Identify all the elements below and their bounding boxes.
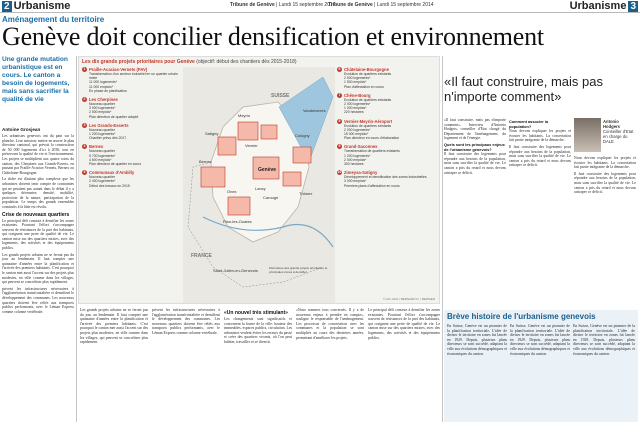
sidebar-column-1 (447, 324, 507, 420)
projects-map (78, 56, 440, 304)
project-detail-line: Nouveau quartier (89, 175, 116, 180)
article-kicker: Aménagement du territoire (2, 15, 105, 24)
project-name: Vernier-Meyrin-Aéroport (344, 118, 393, 124)
project-detail-line: 1 200 logements* (89, 132, 116, 137)
project-name: Châtelaine-Bourgogne (344, 67, 389, 72)
page-header (0, 0, 640, 13)
place-label-meyrin: Meyrin (238, 113, 251, 118)
right-date: Lundi 15 septembre 2014 (376, 2, 434, 8)
project-detail-line: 3 000 emplois* (344, 179, 367, 184)
map-zone-zimeysa (218, 137, 236, 155)
sidebar-title: Brève histoire de l'urbanisme genevois (447, 312, 596, 321)
project-detail-line: 2 000 logements* (344, 127, 371, 132)
col6-paragraph: Le principal défi consiste à densifier les zones existantes. Pourtant l'effort s'accompagne souvent de résistances de la part des habitants, qui craignent une perte de qualité de vie. Le canton mise sur des quartiers mixtes, avec des logements, des activités et des équipements publics. (368, 308, 440, 340)
left-date: Lundi 15 septembre 2014 (278, 2, 336, 8)
project-detail-line: 220 hectares (344, 110, 364, 115)
col5-paragraph: «Nous sommes tous concernés. Il y a de nouveaux enjeux à prendre en compte», souligne le responsable de l'aménagement. Les processus de concertation avec les communes et la population se sont multipliés au cours des dernières années, permettant d'améliorer les projets. (296, 308, 364, 340)
country-label-suisse: SUISSE (271, 93, 290, 99)
article-column-2 (80, 308, 148, 423)
project-detail-line: Nouveau quartier (89, 149, 116, 154)
project-detail-line: 11 000 emplois* (89, 84, 114, 89)
subhead-2: «Un nouvel très stimulant» (224, 310, 288, 316)
project-detail-line: Evolution de quartiers existants (344, 72, 392, 76)
interview-answer-3b: Il faut construire des logements pour répondre aux besoins de la population, mais sans sacrifier la qualité de vie. Le canton a pris du retard et nous devons rattraper ce déficit. (574, 171, 636, 195)
map-zone-cherpines (228, 197, 250, 215)
left-section-label: Urbanisme (13, 0, 71, 12)
sidebar-text-1: En Suisse, Genève est un pionnier de la planification territoriale. L'idée de diviser le territoire en zones fut lancée en 1929. Depuis, plusieurs plans directeurs se sont succédé, adaptant la ville aux évolutions démographiques et économiques du canton. (447, 324, 507, 356)
project-number-badge: 6 (338, 67, 341, 71)
interview-answer-2: Nous devons expliquer les projets et écouter les habitants. La concertation fait partie intégrante de la démarche. (509, 129, 571, 143)
project-detail-line: 1 000 emplois* (344, 106, 367, 111)
interview-intro: «Il faut construire, mais pas n'importe comment». Interview d'Antonio Hodgers, conseiller d'Etat chargé du Département de l'aménagement, du logement et de l'énergie. (444, 118, 506, 141)
project-number-badge: 1 (83, 67, 86, 71)
project-item (82, 97, 182, 119)
sidebar-column-2 (510, 324, 570, 420)
project-detail-line: 3 000 logements* (89, 106, 116, 111)
map-legend: Périmètres des grands projets prioritaires et principales zones à densifier (269, 266, 328, 274)
project-detail-line: Nouveau quartier (89, 102, 116, 107)
projects-list-right (337, 67, 439, 192)
map-zone-grands-esserts (293, 147, 311, 163)
project-detail-line: Chantier prévu dès 2017 (89, 136, 127, 141)
project-item (82, 144, 182, 166)
project-detail-line: 2 500 emplois* (89, 110, 112, 115)
country-label-france: FRANCE (191, 253, 212, 259)
right-paper-name: Tribune de Genève (328, 2, 373, 8)
project-item (337, 119, 439, 141)
project-name: Les Cherpines (89, 97, 118, 103)
right-header-info: Tribune de Genève | Lundi 15 septembre 2014 (328, 2, 434, 8)
project-name: Praille-Acacias-Vernets (PAV) (89, 67, 148, 72)
place-label-lancy: Lancy (255, 186, 266, 191)
article-column-6 (368, 308, 440, 423)
project-name: Chêne-Bourg (344, 92, 371, 98)
place-label-vernier: Vernier (245, 143, 258, 148)
project-name: Grand-Saconnex (344, 144, 378, 150)
project-number-badge: 9 (338, 144, 341, 149)
project-item (82, 123, 182, 141)
project-item (337, 93, 439, 115)
project-detail-line: Plan directeur en cours d'élaboration (344, 136, 400, 141)
project-detail-line: En phase de planification (89, 88, 127, 93)
project-detail-line: 15 000 emplois* (344, 132, 369, 137)
left-header-info: Tribune de Genève | Lundi 15 septembre 2014 (230, 2, 336, 8)
project-number-badge: 3 (83, 122, 86, 127)
project-detail-line: Plan d'affectation en cours (344, 84, 384, 89)
project-number-badge: 8 (338, 118, 341, 123)
project-detail-line: Evolution de quartiers existants (344, 123, 392, 128)
place-label-geneve: Genève (258, 167, 277, 173)
project-detail-line: Transformation d'un secteur industriel en un quartier urbain mixte (89, 72, 178, 81)
project-detail-line: Début des travaux en 2015 (89, 183, 130, 188)
project-detail-line: 2 000 logements* (344, 76, 371, 81)
map-zone-vernier-meyrin (238, 122, 258, 140)
portrait-caption (603, 119, 636, 144)
body-paragraph-3: Le principal défi consiste à densifier les zones existantes. Pourtant l'effort s'accompagne souvent de résistances de la part des habitants, qui craignent une perte de qualité de vie. Le canton mise sur des quartiers mixtes, avec des logements, des activités et des équipements publics. (2, 218, 74, 251)
map-title-text: Les dix grands projets prioritaires pour Genève (82, 59, 195, 65)
sidebar-text-3: En Suisse, Genève est un pionnier de la planification territoriale. L'idée de diviser le territoire en zones fut lancée en 1929. Depuis, plusieurs plans directeurs se sont succédé, adaptant la ville aux évolutions démographiques et économiques du canton. (573, 324, 635, 356)
interview-answer-2b: Il faut construire des logements pour répondre aux besoins de la population, mais sans sacrifier la qualité de vie. Le canton a pris du retard et nous devons rattraper ce déficit. (509, 144, 571, 168)
portrait-role: Conseiller d'Etat en charge du DALE (603, 129, 634, 144)
column-divider-left (76, 56, 77, 422)
body-paragraph-3c: privent les infrastructures nécessaires à l'agglomération transfrontalière et densifient le développement des communes. Les nouveaux quartiers doivent être reliés aux transports publics performants, avec le Léman Express comme colonne vertébrale. (2, 286, 74, 314)
pull-quote: «Il faut construire, mais pas n'importe comment» (444, 74, 603, 104)
place-label-onex: Onex (227, 189, 237, 194)
project-detail-line: Plan directeur de quartier adopté (89, 114, 139, 119)
project-name: Zimeysa-Satigny (344, 170, 378, 176)
place-label-vandoeuvres: Vandœuvres (303, 108, 326, 113)
byline: Antoine Grosjean (2, 127, 41, 132)
right-section-label: Urbanisme (569, 0, 627, 12)
project-detail-line: Evolution de quartiers existants (344, 97, 392, 102)
left-section-title (2, 0, 70, 12)
map-zone-grand-saconnex (261, 125, 277, 139)
place-label-bernex: Bernex (199, 159, 212, 164)
col3-paragraph: privent les infrastructures nécessaires à l'agglomération transfrontalière et densifient le développement des communes. Les nouveaux quartiers doivent être reliés aux transports publics performants, avec le Léman Express comme colonne vertébrale. (152, 308, 220, 335)
interview-answer-3: Nous devons expliquer les projets et écouter les habitants. La concertation fait partie intégrante de la démarche. (574, 156, 636, 170)
interview-column-2 (509, 118, 571, 308)
project-detail-line: 300 hectares (344, 162, 364, 167)
map-subtitle: (objectif: début des chantiers dès 2015-2018) (196, 59, 297, 65)
sidebar-text-2: En Suisse, Genève est un pionnier de la planification territoriale. L'idée de diviser le territoire en zones fut lancée en 1929. Depuis, plusieurs plans directeurs se sont succédé, adaptant la ville aux évolutions démographiques et économiques du canton. (510, 324, 570, 356)
interview-question-1: Quels sont les principaux enjeux de l'urbanisme genevois? (444, 141, 505, 152)
project-number-badge: 5 (83, 170, 86, 175)
interview-column-1 (444, 118, 506, 308)
project-item (337, 144, 439, 166)
project-number-badge: 2 (83, 97, 86, 102)
column-divider-right (442, 56, 443, 422)
place-label-carouge: Carouge (263, 195, 279, 200)
article-column-1 (2, 134, 74, 423)
col2-paragraph: Les grands projets urbains ne se feront pas du jour au lendemain. Il faut compter une quinzaine d'années entre la planification et l'arrivée des premiers habitants. C'est pourquoi le canton met aussi l'accent sur des projets plus modestes, en ville comme dans les villages, qui peuvent se concrétiser plus rapidement. (80, 308, 148, 345)
project-detail-line: 11 000 logements* (89, 80, 118, 85)
interview-block (444, 118, 636, 308)
project-detail-line: Plan directeur de quartier en cours (89, 162, 142, 167)
place-label-thonex: Thônex (299, 191, 313, 196)
left-paper-name: Tribune de Genève (230, 2, 275, 8)
project-detail-line: Transformation de quartiers existants (344, 149, 400, 154)
article-column-3 (152, 308, 220, 423)
interview-column-3 (574, 156, 636, 308)
map-title (82, 59, 297, 65)
col4-paragraph: Les changements sont significatifs et concernent la forme de la ville: hauteur des immeubles, espaces publics, circulation. Les urbanistes veulent éviter les erreurs du passé et créer des quartiers vivants, où l'on peut habiter, travailler et se divertir. (224, 317, 292, 344)
projects-list-left (82, 67, 182, 192)
interview-answer-1: Il faut construire des logements pour répondre aux besoins de la population, mais sans sacrifier la qualité de vie. Le canton a pris du retard et nous devons rattraper ce déficit. (444, 152, 506, 175)
article-column-5 (296, 308, 364, 423)
project-name: Communaux d'Ambilly (89, 170, 135, 176)
map-zone-ambilly (283, 172, 301, 186)
project-name: Bernex (89, 144, 104, 150)
place-label-satigny: Satigny (205, 131, 219, 136)
history-sidebar (444, 310, 638, 422)
project-detail-line: 1 500 emplois* (344, 80, 367, 85)
project-detail-line: Premiers plans d'affectation en cours (344, 183, 400, 188)
project-detail-line: 4 600 emplois* (89, 157, 112, 162)
portrait-name: Antonio Hodgers (603, 119, 620, 129)
project-item (82, 67, 182, 93)
place-label-plan-les-ouates: Plan-les-Ouates (223, 219, 252, 224)
left-page-number: 2 (4, 1, 10, 12)
project-name: Les Grands-Esserts (89, 122, 129, 128)
project-detail-line: Nouveau quartier (89, 127, 116, 132)
project-detail-line: 2 400 logements* (89, 179, 116, 184)
interview-question-2: Comment associer la population? (509, 119, 549, 129)
sidebar-column-3 (573, 324, 635, 420)
body-paragraph-2: La tâche est d'autant plus complexe que les urbanistes doivent tenir compte de contraintes qui ne pesaient pas autant dans le débat il y a quelques décennies: densité, mobilité, protection de la nature, participation de la population. Le temps des grands ensembles construits à la hâte est révolu. (2, 177, 74, 209)
project-detail-line: 2 000 logements* (344, 102, 371, 107)
project-detail-line: 5 700 logements* (89, 153, 116, 158)
project-detail-line: Développement et densification des zones industrielles (344, 175, 427, 180)
place-label-saint-julien: Saint-Julien-en-Genevois (213, 268, 258, 273)
intro-paragraph: Les urbanistes genevois ont du pain sur la planche. Leur mission: mettre en œuvre le plan directeur cantonal, qui prévoit la construction de 50 000 logements d'ici à 2030, tout en préservant la qualité de vie et l'environnement. Les projets se multiplient aux quatre coins du canton, des Cherpines aux Grands-Esserts, en passant par Praille-Acacias-Vernets, Bernex ou Châtelaine-Bourgogne. (2, 134, 74, 175)
project-item (337, 170, 439, 188)
right-section-title (570, 0, 638, 12)
article-headline: Genève doit concilier densification et environnement (2, 22, 544, 51)
map-zone-bernex (201, 167, 225, 187)
project-number-badge: 10 (337, 170, 342, 175)
project-item (337, 67, 439, 89)
project-detail-line: 1 200 logements* (344, 153, 371, 158)
project-detail-line: 2 000 emplois* (344, 157, 367, 162)
subhead-1: Crise de nouveaux quartiers (2, 211, 70, 218)
project-number-badge: 7 (338, 92, 341, 97)
body-paragraph-3b: Les grands projets urbains ne se feront pas du jour au lendemain. Il faut compter une quinzaine d'années entre la planification et l'arrivée des premiers habitants. C'est pourquoi le canton met aussi l'accent sur des projets plus modestes, en ville comme dans les villages, qui peuvent se concrétiser plus rapidement. (2, 252, 74, 285)
project-number-badge: 4 (83, 144, 86, 149)
article-lede: Une grande mutation urbanistique est en cours. Le canton a besoin de logements, mais sans sacrifier la qualité de vie (2, 56, 70, 103)
article-column-4 (224, 308, 292, 423)
map-source: © AIC-ACG / BERNARD D. / BERSIER (382, 297, 435, 301)
place-label-cologny: Cologny (295, 133, 310, 138)
right-page-number: 3 (630, 1, 636, 12)
project-item (82, 170, 182, 188)
portrait-photo (574, 118, 601, 152)
